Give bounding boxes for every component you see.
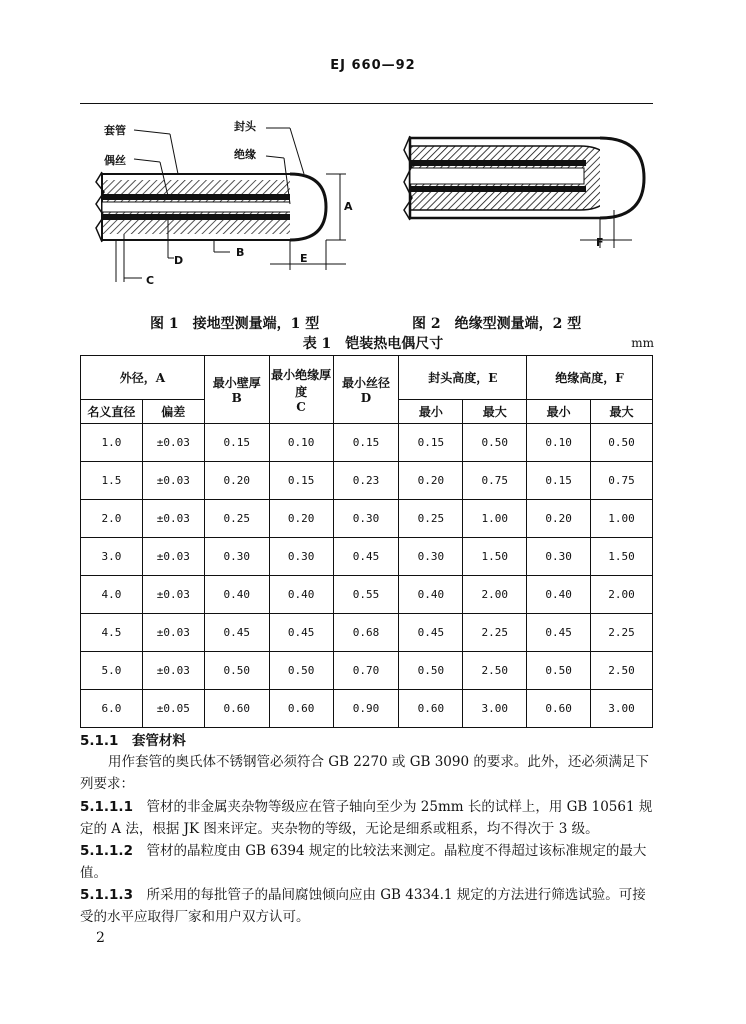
table-cell: 1.5	[81, 462, 143, 500]
table-cell: 3.00	[463, 690, 527, 728]
table-cell: 0.15	[204, 424, 269, 462]
figure-1-diagram	[90, 112, 360, 292]
table-row	[81, 500, 653, 538]
table-cell: 0.40	[399, 576, 463, 614]
table-title: 表 1 铠装热电偶尺寸	[302, 336, 444, 352]
table-cell: ±0.03	[142, 424, 204, 462]
header-seal-height: 封头高度，E	[399, 356, 527, 400]
table-cell: 0.68	[333, 614, 399, 652]
header-tolerance: 偏差	[142, 400, 204, 424]
table-cell: 4.5	[81, 614, 143, 652]
table-cell: 0.30	[333, 500, 399, 538]
table-cell: 0.60	[527, 690, 591, 728]
dimension-table	[80, 355, 653, 728]
table-cell: 0.60	[204, 690, 269, 728]
dim-b-label: B	[236, 246, 245, 259]
table-cell: 2.0	[81, 500, 143, 538]
table-cell: 5.0	[81, 652, 143, 690]
header-nominal: 名义直径	[81, 400, 143, 424]
section-5-1-1: 5.1.1 套管材料	[80, 733, 186, 749]
table-cell: 0.20	[527, 500, 591, 538]
paragraph-intro: 用作套管的奥氏体不锈钢管必须符合 GB 2270 或 GB 3090 的要求。此外，还必须满足下列要求：	[80, 754, 649, 792]
table-cell: 0.40	[269, 576, 333, 614]
table-cell: 0.15	[399, 424, 463, 462]
header-rule	[80, 103, 653, 104]
table-cell: 0.55	[333, 576, 399, 614]
table-cell: ±0.03	[142, 538, 204, 576]
table-cell: 0.10	[269, 424, 333, 462]
table-cell: 0.45	[399, 614, 463, 652]
table-cell: 0.40	[527, 576, 591, 614]
table-cell: 0.50	[527, 652, 591, 690]
table-cell: 2.00	[463, 576, 527, 614]
table-cell: ±0.03	[142, 652, 204, 690]
table-cell: 0.25	[399, 500, 463, 538]
table-cell: 1.00	[463, 500, 527, 538]
header-min-wire: 最小丝径 D	[333, 356, 399, 424]
table-cell: 0.40	[204, 576, 269, 614]
table-row	[81, 424, 653, 462]
table-cell: 3.00	[591, 690, 653, 728]
table-row	[81, 576, 653, 614]
section-5-1-1-2: 5.1.1.2 管材的晶粒度由 GB 6394 规定的比较法来测定。晶粒度不得超过该标准规定的最大值。	[80, 843, 647, 881]
table-cell: 0.60	[399, 690, 463, 728]
table-cell: ±0.03	[142, 614, 204, 652]
label-sheath: 套管	[104, 124, 126, 137]
table-cell: 0.15	[527, 462, 591, 500]
header-min-insulation: 最小绝缘厚度 C	[269, 356, 333, 424]
table-cell: 0.20	[399, 462, 463, 500]
label-wire: 偶丝	[104, 154, 126, 167]
header-outer-diameter: 外径，A	[81, 356, 205, 400]
table-cell: ±0.05	[142, 690, 204, 728]
figure-2-diagram	[400, 130, 650, 260]
table-cell: 0.15	[333, 424, 399, 462]
table-cell: 0.50	[591, 424, 653, 462]
header-f-max: 最大	[591, 400, 653, 424]
dim-d-label: D	[174, 254, 184, 267]
table-cell: 0.45	[333, 538, 399, 576]
dim-a-label: A	[344, 200, 353, 213]
table-cell: 3.0	[81, 538, 143, 576]
table-cell: 0.30	[204, 538, 269, 576]
table-cell: 0.23	[333, 462, 399, 500]
table-row	[81, 690, 653, 728]
table-row	[81, 614, 653, 652]
table-cell: 0.50	[399, 652, 463, 690]
table-cell: 0.30	[399, 538, 463, 576]
header-f-min: 最小	[527, 400, 591, 424]
table-cell: 0.45	[269, 614, 333, 652]
table-cell: 1.0	[81, 424, 143, 462]
table-cell: 0.45	[527, 614, 591, 652]
table-cell: 0.60	[269, 690, 333, 728]
table-cell: 0.90	[333, 690, 399, 728]
section-5-1-1-3: 5.1.1.3 所采用的每批管子的晶间腐蚀倾向应由 GB 4334.1 规定的方法进行筛选试验。可接受的水平应取得厂家和用户双方认可。	[80, 887, 646, 925]
table-cell: 2.50	[591, 652, 653, 690]
figure-2-caption: 图 2 绝缘型测量端，2 型	[412, 316, 582, 332]
table-cell: 0.70	[333, 652, 399, 690]
table-cell: ±0.03	[142, 500, 204, 538]
page-number: 2	[96, 930, 105, 946]
table-units: mm	[631, 336, 654, 350]
table-cell: 1.50	[463, 538, 527, 576]
table-cell: 0.25	[204, 500, 269, 538]
table-cell: 0.20	[269, 500, 333, 538]
table-cell: 0.30	[527, 538, 591, 576]
table-cell: 2.50	[463, 652, 527, 690]
table-cell: 0.30	[269, 538, 333, 576]
table-cell: 0.75	[591, 462, 653, 500]
table-cell: 0.20	[204, 462, 269, 500]
header-e-max: 最大	[463, 400, 527, 424]
figure-1-caption: 图 1 接地型测量端，1 型	[150, 316, 320, 332]
table-cell: 0.50	[269, 652, 333, 690]
dim-c-label: C	[146, 274, 155, 287]
table-cell: 2.25	[591, 614, 653, 652]
table-cell: 2.00	[591, 576, 653, 614]
table-cell: 1.00	[591, 500, 653, 538]
table-cell: ±0.03	[142, 462, 204, 500]
header-e-min: 最小	[399, 400, 463, 424]
section-5-1-1-1: 5.1.1.1 管材的非金属夹杂物等级应在管子轴向至少为 25mm 长的试样上，用 GB 10561 规定的 A 法，根据 JK 图来评定。夹杂物的等级，无论是细系或粗系，均不得次于 3 级。	[80, 799, 653, 837]
table-row	[81, 538, 653, 576]
table-cell: 0.10	[527, 424, 591, 462]
table-cell: 1.50	[591, 538, 653, 576]
table-cell: ±0.03	[142, 576, 204, 614]
table-row	[81, 652, 653, 690]
label-insulation: 绝缘	[234, 148, 256, 161]
dim-e-label: E	[300, 252, 308, 265]
table-cell: 6.0	[81, 690, 143, 728]
table-cell: 0.15	[269, 462, 333, 500]
table-cell: 4.0	[81, 576, 143, 614]
dim-f-label: F	[596, 236, 604, 249]
table-cell: 0.75	[463, 462, 527, 500]
header-min-wall: 最小壁厚 B	[204, 356, 269, 424]
header-insulation-height: 绝缘高度，F	[527, 356, 653, 400]
table-cell: 0.50	[204, 652, 269, 690]
table-cell: 2.25	[463, 614, 527, 652]
table-cell: 0.45	[204, 614, 269, 652]
table-cell: 0.50	[463, 424, 527, 462]
table-row	[81, 462, 653, 500]
label-seal: 封头	[234, 120, 256, 133]
document-code: EJ 660—92	[330, 58, 416, 73]
